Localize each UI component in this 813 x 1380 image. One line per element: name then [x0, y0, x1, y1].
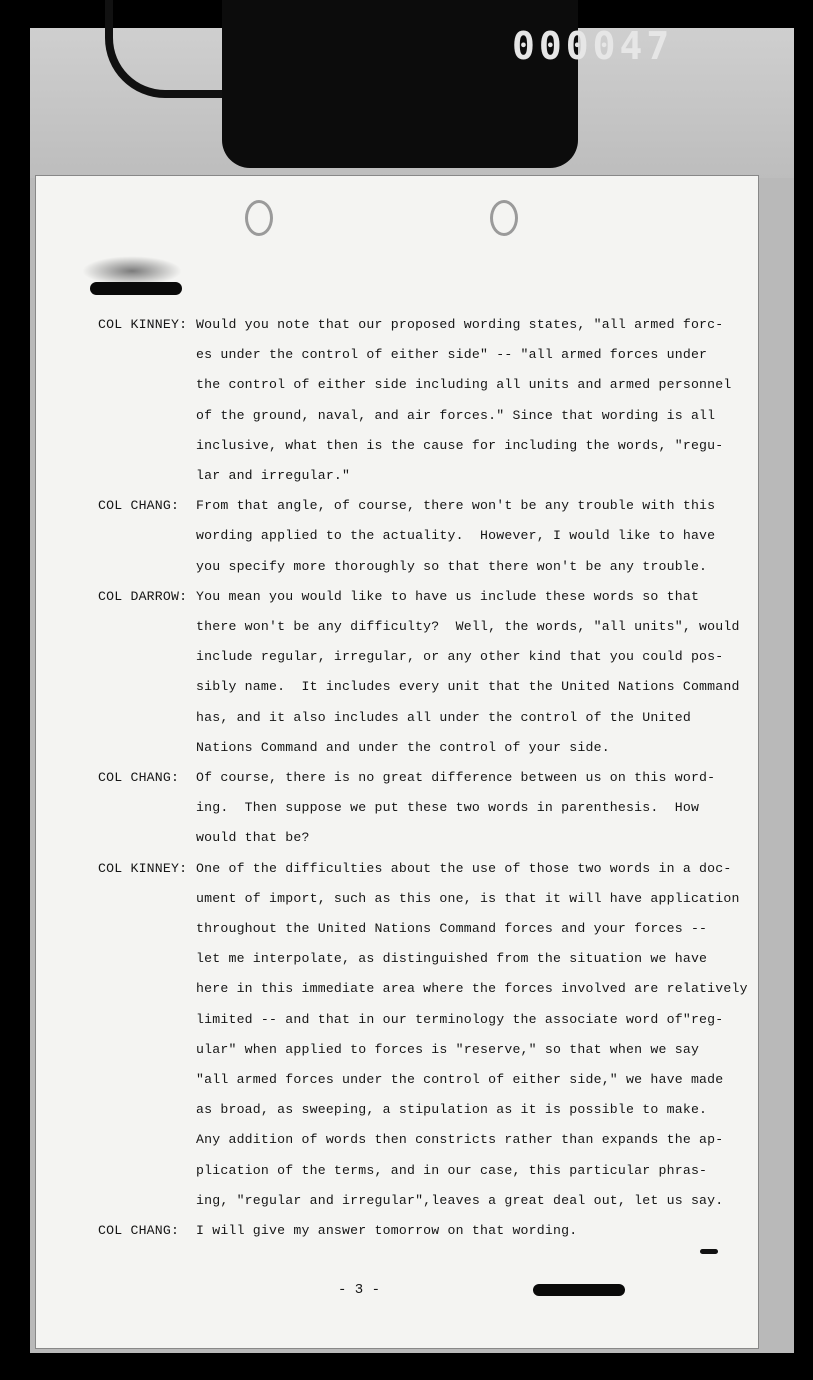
transcript-line: wording applied to the actuality. However, I would like to have: [196, 528, 716, 543]
transcript-line: "all armed forces under the control of either side," we have made: [196, 1072, 724, 1087]
transcript-line: Would you note that our proposed wording states, "all armed forc-: [196, 317, 724, 332]
transcript-line: ing, "regular and irregular",leaves a great deal out, let us say.: [196, 1193, 724, 1208]
transcript-line: Any addition of words then constricts rather than expands the ap-: [196, 1132, 724, 1147]
transcript-line: there won't be any difficulty? Well, the words, "all units", would: [196, 619, 740, 634]
transcript-line: plication of the terms, and in our case, this particular phras-: [196, 1163, 708, 1178]
transcript-line: has, and it also includes all under the control of the United: [196, 710, 691, 725]
transcript-line: the control of either side including all units and armed personnel: [196, 377, 732, 392]
punch-hole-right: [490, 200, 518, 236]
transcript-line: sibly name. It includes every unit that the United Nations Command: [196, 679, 740, 694]
transcript-line: One of the difficulties about the use of those two words in a doc-: [196, 861, 732, 876]
speaker-label: COL CHANG:: [98, 1223, 180, 1238]
transcript-line: inclusive, what then is the cause for including the words, "regu-: [196, 438, 724, 453]
redaction-bar-top: [90, 282, 182, 295]
speaker-label: COL CHANG:: [98, 498, 180, 513]
transcript-line: Nations Command and under the control of your side.: [196, 740, 610, 755]
speaker-label: COL KINNEY:: [98, 861, 188, 876]
transcript-line: You mean you would like to have us include these words so that: [196, 589, 700, 604]
transcript-line: Of course, there is no great difference between us on this word-: [196, 770, 716, 785]
transcript-line: of the ground, naval, and air forces." Since that wording is all: [196, 408, 716, 423]
stray-mark: [700, 1249, 718, 1254]
transcript-line: I will give my answer tomorrow on that wording.: [196, 1223, 578, 1238]
transcript-line: ing. Then suppose we put these two words in parenthesis. How: [196, 800, 700, 815]
transcript-line: From that angle, of course, there won't be any trouble with this: [196, 498, 716, 513]
transcript-line: ular" when applied to forces is "reserve," so that when we say: [196, 1042, 700, 1057]
transcript-line: would that be?: [196, 830, 310, 845]
punch-hole-left: [245, 200, 273, 236]
transcript-line: here in this immediate area where the forces involved are relatively: [196, 981, 748, 996]
transcript-line: throughout the United Nations Command forces and your forces --: [196, 921, 708, 936]
speaker-label: COL CHANG:: [98, 770, 180, 785]
speaker-label: COL DARROW:: [98, 589, 188, 604]
transcript-line: include regular, irregular, or any other kind that you could pos-: [196, 649, 724, 664]
transcript-line: es under the control of either side" -- "all armed forces under: [196, 347, 708, 362]
transcript-line: let me interpolate, as distinguished from the situation we have: [196, 951, 708, 966]
frame-counter-clip: [222, 0, 674, 168]
transcript-line: as broad, as sweeping, a stipulation as it is possible to make.: [196, 1102, 708, 1117]
page-number: - 3 -: [338, 1282, 381, 1298]
redaction-bar-bottom: [533, 1284, 625, 1296]
transcript-line: limited -- and that in our terminology the associate word of"reg-: [196, 1012, 724, 1027]
speaker-label: COL KINNEY:: [98, 317, 188, 332]
transcript-line: lar and irregular.": [196, 468, 351, 483]
transcript-line: you specify more thoroughly so that there won't be any trouble.: [196, 559, 708, 574]
frame-number: 000047: [512, 24, 674, 68]
transcript-line: ument of import, such as this one, is that it will have application: [196, 891, 740, 906]
